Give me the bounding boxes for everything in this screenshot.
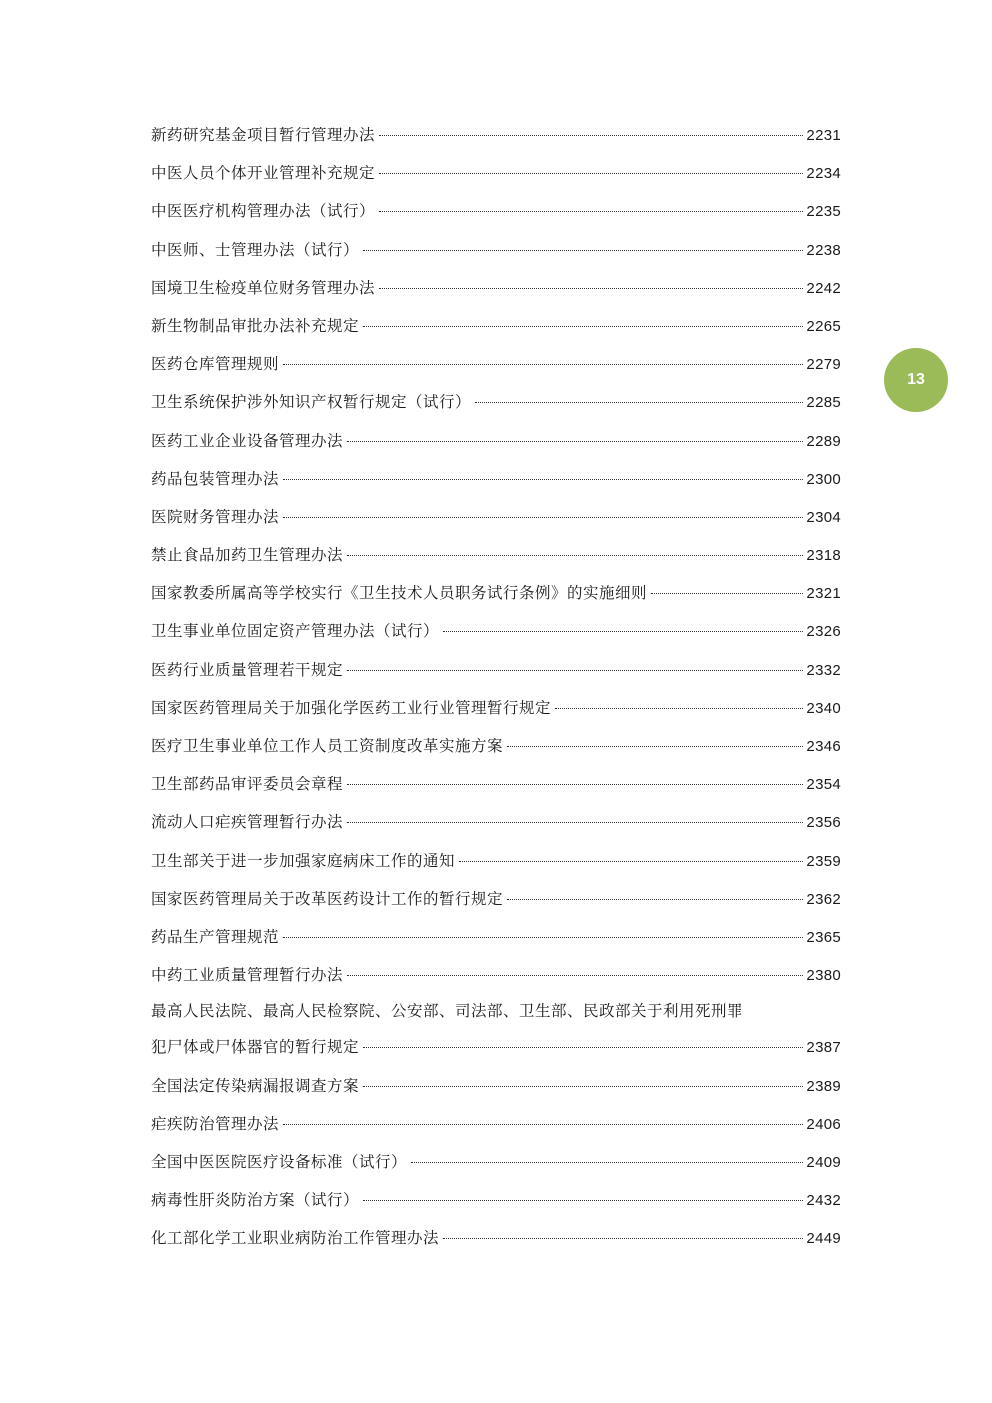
toc-entries-after xyxy=(151,1067,841,1258)
toc-entry-page: 2304 xyxy=(806,508,841,526)
toc-entry[interactable] xyxy=(151,231,841,269)
toc-entry-title: 卫生部关于进一步加强家庭病床工作的通知 xyxy=(151,851,456,870)
toc-entry-page: 2359 xyxy=(806,852,841,870)
toc-entry-title: 中医医疗机构管理办法（试行） xyxy=(151,202,376,221)
toc-entry-page: 2300 xyxy=(806,470,841,488)
toc-entry[interactable] xyxy=(151,1181,841,1219)
toc-entry-title-line1: 最高人民法院、最高人民检察院、公安部、司法部、卫生部、民政部关于利用死刑罪 xyxy=(151,1002,744,1021)
dot-leader xyxy=(347,670,803,671)
toc-entry[interactable] xyxy=(151,918,841,956)
toc-entry-page: 2449 xyxy=(806,1230,841,1248)
toc-entry-title: 疟疾防治管理办法 xyxy=(151,1114,280,1133)
toc-entry[interactable] xyxy=(151,1219,841,1257)
toc-entry-page: 2356 xyxy=(806,814,841,832)
toc-entry[interactable] xyxy=(151,880,841,918)
toc-entry-page: 2346 xyxy=(806,738,841,755)
toc-entry[interactable] xyxy=(151,498,841,536)
toc-entry-title: 病毒性肝炎防治方案（试行） xyxy=(151,1191,360,1210)
toc-entry[interactable] xyxy=(151,1067,841,1105)
dot-leader xyxy=(347,975,803,976)
toc-entry[interactable] xyxy=(151,574,841,612)
dot-leader xyxy=(347,784,803,785)
toc-entry-title: 新生物制品审批办法补充规定 xyxy=(151,316,360,335)
toc-entry-page: 2318 xyxy=(806,547,841,565)
dot-leader xyxy=(363,326,803,327)
dot-leader xyxy=(283,517,803,518)
toc-entry-title: 医药行业质量管理若干规定 xyxy=(151,660,344,679)
toc-entry-title-line2: 犯尸体或尸体器官的暂行规定 xyxy=(151,1038,360,1057)
toc-entry-title: 中医人员个体开业管理补充规定 xyxy=(151,164,376,183)
toc-entry-title: 卫生事业单位固定资产管理办法（试行） xyxy=(151,622,440,641)
toc-entry[interactable] xyxy=(151,460,841,498)
toc-entry[interactable] xyxy=(151,154,841,192)
toc-entry-title: 药品包装管理办法 xyxy=(151,469,280,488)
toc-entry-title: 医院财务管理办法 xyxy=(151,507,280,526)
toc-entry-title: 禁止食品加药卫生管理办法 xyxy=(151,546,344,565)
toc-entry-page: 2380 xyxy=(806,967,841,985)
toc-entry-page: 2432 xyxy=(806,1192,841,1210)
toc-entry[interactable] xyxy=(151,383,841,421)
toc-entry[interactable] xyxy=(151,307,841,345)
toc-entry[interactable] xyxy=(151,612,841,650)
toc-entry-page: 2231 xyxy=(806,127,841,144)
toc-entry-page: 2354 xyxy=(806,776,841,794)
toc-entry-title: 国境卫生检疫单位财务管理办法 xyxy=(151,278,376,297)
dot-leader xyxy=(379,288,803,289)
toc-entry-title: 中药工业质量管理暂行办法 xyxy=(151,966,344,985)
toc-entry-page: 2326 xyxy=(806,623,841,641)
toc-entry-page: 2365 xyxy=(806,928,841,946)
toc-entry-page: 2389 xyxy=(806,1077,841,1095)
toc-entry-page: 2289 xyxy=(806,432,841,450)
dot-leader xyxy=(555,708,803,709)
dot-leader xyxy=(363,1047,803,1048)
toc-entry[interactable] xyxy=(151,689,841,727)
toc-entries xyxy=(151,116,841,994)
toc-entry-title: 国家医药管理局关于改革医药设计工作的暂行规定 xyxy=(151,889,504,908)
toc-entry[interactable] xyxy=(151,651,841,689)
toc-entry-title: 卫生部药品审评委员会章程 xyxy=(151,775,344,794)
toc-entry-page: 2235 xyxy=(806,203,841,221)
dot-leader xyxy=(347,441,803,442)
toc-entry-title: 国家教委所属高等学校实行《卫生技术人员职务试行条例》的实施细则 xyxy=(151,584,648,603)
dot-leader xyxy=(283,1124,803,1125)
toc-entry[interactable] xyxy=(151,803,841,841)
toc-entry[interactable] xyxy=(151,422,841,460)
toc-entry-title: 国家医药管理局关于加强化学医药工业行业管理暂行规定 xyxy=(151,698,552,717)
toc-entry[interactable] xyxy=(151,727,841,765)
toc-entry[interactable] xyxy=(151,192,841,230)
toc-entry-title: 全国法定传染病漏报调查方案 xyxy=(151,1076,360,1095)
dot-leader xyxy=(347,555,803,556)
toc-entry-title: 医疗卫生事业单位工作人员工资制度改革实施方案 xyxy=(151,737,504,755)
dot-leader xyxy=(443,631,803,632)
dot-leader xyxy=(379,135,803,136)
toc-entry-title: 流动人口疟疾管理暂行办法 xyxy=(151,813,344,832)
toc-entry-title: 化工部化学工业职业病防治工作管理办法 xyxy=(151,1229,440,1248)
dot-leader xyxy=(379,173,803,174)
toc-entry[interactable] xyxy=(151,1105,841,1143)
dot-leader xyxy=(347,822,803,823)
toc-entry-title: 药品生产管理规范 xyxy=(151,927,280,946)
toc-entry-title: 中医师、士管理办法（试行） xyxy=(151,240,360,259)
dot-leader xyxy=(363,1086,803,1087)
toc-entry[interactable] xyxy=(151,269,841,307)
toc-entry-page: 2242 xyxy=(806,279,841,297)
dot-leader xyxy=(459,861,803,862)
dot-leader xyxy=(507,746,803,747)
toc-entry[interactable] xyxy=(151,956,841,994)
dot-leader xyxy=(507,899,803,900)
dot-leader xyxy=(363,250,803,251)
table-of-contents xyxy=(151,116,841,1257)
dot-leader xyxy=(283,479,803,480)
dot-leader xyxy=(443,1238,803,1239)
toc-entry-page: 2409 xyxy=(806,1153,841,1171)
toc-entry[interactable] xyxy=(151,536,841,574)
dot-leader xyxy=(283,364,803,365)
toc-entry-title: 新药研究基金项目暂行管理办法 xyxy=(151,126,376,144)
toc-entry-title: 医药工业企业设备管理办法 xyxy=(151,431,344,450)
toc-entry-page: 2387 xyxy=(806,1039,841,1057)
toc-entry-page: 2285 xyxy=(806,394,841,412)
toc-entry-page: 2238 xyxy=(806,241,841,259)
toc-entry-long[interactable] xyxy=(151,994,841,1066)
toc-entry[interactable] xyxy=(151,116,841,154)
dot-leader xyxy=(651,593,803,594)
toc-entry-page: 2332 xyxy=(806,661,841,679)
toc-entry[interactable] xyxy=(151,345,841,383)
page-number-badge: 13 xyxy=(884,348,948,412)
toc-entry[interactable] xyxy=(151,765,841,803)
toc-entry-page: 2265 xyxy=(806,317,841,335)
toc-entry[interactable] xyxy=(151,1143,841,1181)
dot-leader xyxy=(379,211,803,212)
toc-entry-title: 全国中医医院医疗设备标准（试行） xyxy=(151,1152,408,1171)
dot-leader xyxy=(363,1200,803,1201)
dot-leader xyxy=(475,402,803,403)
toc-entry-page: 2279 xyxy=(806,356,841,374)
dot-leader xyxy=(283,937,803,938)
toc-entry-page: 2321 xyxy=(806,585,841,603)
toc-entry-page: 2406 xyxy=(806,1115,841,1133)
toc-entry[interactable] xyxy=(151,842,841,880)
dot-leader xyxy=(411,1162,803,1163)
toc-entry-page: 2362 xyxy=(806,890,841,908)
toc-entry-page: 2340 xyxy=(806,699,841,717)
toc-entry-page: 2234 xyxy=(806,165,841,183)
toc-entry-title: 卫生系统保护涉外知识产权暂行规定（试行） xyxy=(151,393,472,412)
toc-entry-title: 医药仓库管理规则 xyxy=(151,355,280,374)
